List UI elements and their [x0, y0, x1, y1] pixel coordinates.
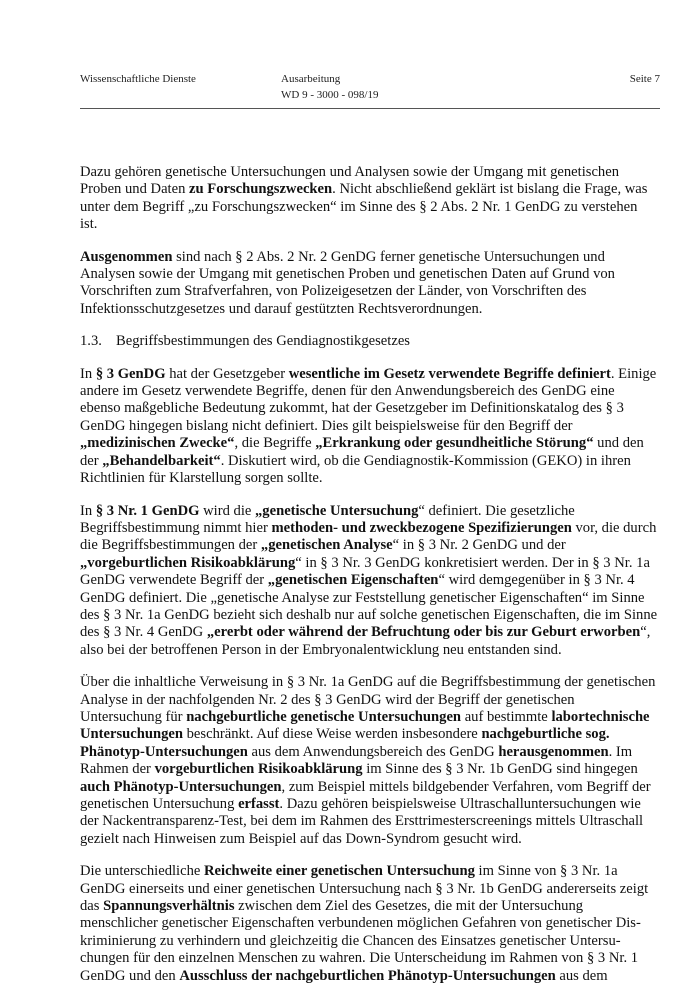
text-run: aus dem — [555, 967, 608, 984]
emphasized-text: zu Forschungszwecken — [189, 181, 333, 198]
emphasized-text: „genetischen Eigenschaften — [267, 572, 439, 589]
text-run: , zum Beispiel mittels bildgebender Verfahren, vom Begriff der genetischen Untersuchung — [80, 778, 651, 812]
text-run: . Nicht abschließend geklärt ist bislang die Frage, was unter dem Begriff „zu Forschungszwecken“ im Sinne des § 2 Abs. 2 Nr. 1 GenDG zu verstehen ist. — [80, 181, 648, 233]
emphasized-text: vorgeburtlichen Risikoabklärung — [154, 761, 363, 778]
emphasized-text: Ausschluss der nachgeburtlichen Phänotyp-Untersuchungen — [179, 967, 556, 984]
text-run: “, also bei der betroffenen Person in der Embryonalentwicklung neu entstanden sind. — [80, 624, 651, 658]
text-run: zwischen dem Ziel des Gesetzes, die mit der Untersuchung menschlicher genetischer Eigenschaften verbundenen möglichen Gefahren von genetischer Diskriminierung zu verhindern und gleichzeitig die Chancen des Einsatzes genetischer Untersuchungen für den einzelnen Menschen zu wahren. Die Unterscheidung im Rahmen von § 3 Nr. 1 GenDG und den — [80, 898, 641, 984]
header-institution-text: Wissenschaftliche Dienste — [80, 73, 196, 85]
text-run: beschränkt. Auf diese Weise werden insbesondere — [182, 726, 482, 743]
emphasized-text: Ausgenommen — [80, 248, 173, 265]
text-run: hat der Gesetzgeber — [165, 365, 289, 382]
paragraph — [80, 249, 658, 319]
emphasized-text: nachgeburtliche genetische Untersuchungen — [186, 708, 462, 725]
emphasized-text: Spannungsverhältnis — [103, 898, 235, 915]
text-run: wird die — [199, 502, 255, 519]
document-body — [80, 164, 658, 1000]
text-run: und den der — [80, 435, 644, 469]
section-heading — [80, 333, 658, 350]
text-run: . Dazu gehören beispielsweise Ultraschalluntersuchungen wie der Nackentransparenz-Test, bei dem im Rahmen des Ersttrimesterscreenings mittels Ultraschall gezielt nach Hinweisen zum Beispiel auf das Down-Syndrom gesucht wird. — [80, 796, 644, 847]
text-run: “ in § 3 Nr. 3 GenDG konkretisiert werden. Der in § 3 Nr. 1a GenDG verwendete Begriff der — [80, 554, 650, 589]
text-run: “ in § 3 Nr. 2 GenDG und der — [392, 537, 566, 554]
emphasized-text: „medizinischen Zwecke“ — [80, 435, 235, 452]
text-run: im Sinne des § 3 Nr. 1b GenDG sind hingegen — [362, 761, 638, 778]
text-run: Die unterschiedliche — [80, 863, 204, 880]
text-run: Dazu gehören genetische Untersuchungen und Analysen sowie der Umgang mit genetischen Proben und Daten — [80, 164, 619, 198]
text-run: “ definiert. Die gesetzliche Begriffsbestimmung nimmt hier — [80, 502, 575, 536]
emphasized-text: „ererbt oder während der Befruchtung oder bis zur Geburt erworben — [206, 624, 641, 641]
header-document-info — [281, 71, 378, 103]
paragraph — [80, 863, 658, 985]
emphasized-text: wesentliche im Gesetz verwendete Begriffe definiert — [288, 365, 611, 382]
text-run: . Einige andere im Gesetz verwendete Begriffe, denen für den Anwendungsbereich des GenDG eine ebenso maßgebliche Bedeutung zukommt, hat der Gesetzgeber im Definitionskatalog des § 3 GenDG hingegen bislang nicht definiert. Dies gilt beispielsweise für den Begriff der — [80, 365, 657, 434]
text-run: In — [80, 502, 96, 519]
header-divider — [80, 108, 660, 109]
section-title: Begriffsbestimmungen des Gendiagnostikgesetzes — [116, 333, 410, 350]
paragraph — [80, 674, 658, 848]
emphasized-text: labortechnische Untersuchungen — [80, 708, 650, 743]
text-run: im Sinne von § 3 Nr. 1a GenDG einerseits und einer genetischen Untersuchung nach § 3 Nr. 1b GenDG andererseits zeigt das — [80, 863, 649, 915]
text-run: “ wird demgegenüber in § 3 Nr. 4 GenDG definiert. Die „genetische Analyse zur Feststellung genetischer Eigenschaften“ im Sinne des § 3 Nr. 1a GenDG bezieht sich deshalb nur auf solche genetischen Eigenschaften, die im Sinne des § 3 Nr. 4 GenDG — [80, 572, 658, 641]
emphasized-text: erfasst — [238, 796, 280, 812]
text-run: aus dem Anwendungsbereich des GenDG — [247, 743, 499, 760]
emphasized-text: Reichweite einer genetischen Untersuchung — [204, 863, 475, 880]
emphasized-text: „Behandelbarkeit“ — [102, 452, 221, 469]
emphasized-text: „Erkrankung oder gesundheitliche Störung“ — [315, 435, 594, 452]
emphasized-text: herausgenommen — [498, 743, 609, 760]
text-run: auf bestimmte — [461, 708, 552, 725]
header-reference-number: WD 9 - 3000 - 098/19 — [281, 89, 379, 101]
section-number: 1.3. — [80, 333, 102, 350]
text-run: sind nach § 2 Abs. 2 Nr. 2 GenDG ferner genetische Untersuchungen und Analysen sowie der Umgang mit genetischen Proben und genetischen Daten auf Grund von Vorschriften zum Strafverfahren, von Polizeigesetzen der Länder, von Vorschriften des Infektionsschutzgesetzes und darauf gestützten Rechtsverordnungen. — [80, 248, 615, 317]
text-run: , die Begriffe — [234, 435, 316, 452]
paragraph — [80, 503, 658, 660]
text-run: Über die inhaltliche Verweisung in § 3 Nr. 1a GenDG auf die Begriffsbestimmung der genetischen Analyse in der nachfolgenden Nr. 2 des § 3 GenDG wird der Begriff der genetischen Untersuchung für — [80, 674, 656, 725]
text-run: . Im Rahmen der — [80, 743, 633, 778]
header-document-type: Ausarbeitung — [281, 73, 341, 85]
emphasized-text: „vorgeburtlichen Risikoabklärung — [80, 554, 296, 571]
paragraph — [80, 366, 658, 488]
header-page-number — [630, 71, 660, 87]
emphasized-text: § 3 GenDG — [95, 365, 166, 382]
emphasized-text: methoden- und zweckbezogene Spezifizierungen — [271, 519, 572, 536]
text-run: . Diskutiert wird, ob die Gendiagnostik-Kommission (GEKO) in ihren Richtlinien für Klarstellung sorgen sollte. — [80, 452, 631, 487]
header-institution — [80, 71, 196, 87]
paragraph — [80, 164, 658, 234]
page-number-text: Seite 7 — [629, 73, 660, 85]
emphasized-text: „genetische Untersuchung — [255, 502, 419, 519]
text-run: In — [80, 365, 96, 382]
emphasized-text: „genetischen Analyse — [260, 537, 393, 554]
emphasized-text: § 3 Nr. 1 GenDG — [95, 502, 200, 519]
emphasized-text: auch Phänotyp-Untersuchungen — [80, 778, 282, 795]
emphasized-text: nachgeburtliche sog. Phänotyp-Untersuchungen — [80, 726, 610, 760]
text-run: vor, die durch die Begriffsbestimmungen der — [80, 519, 657, 554]
